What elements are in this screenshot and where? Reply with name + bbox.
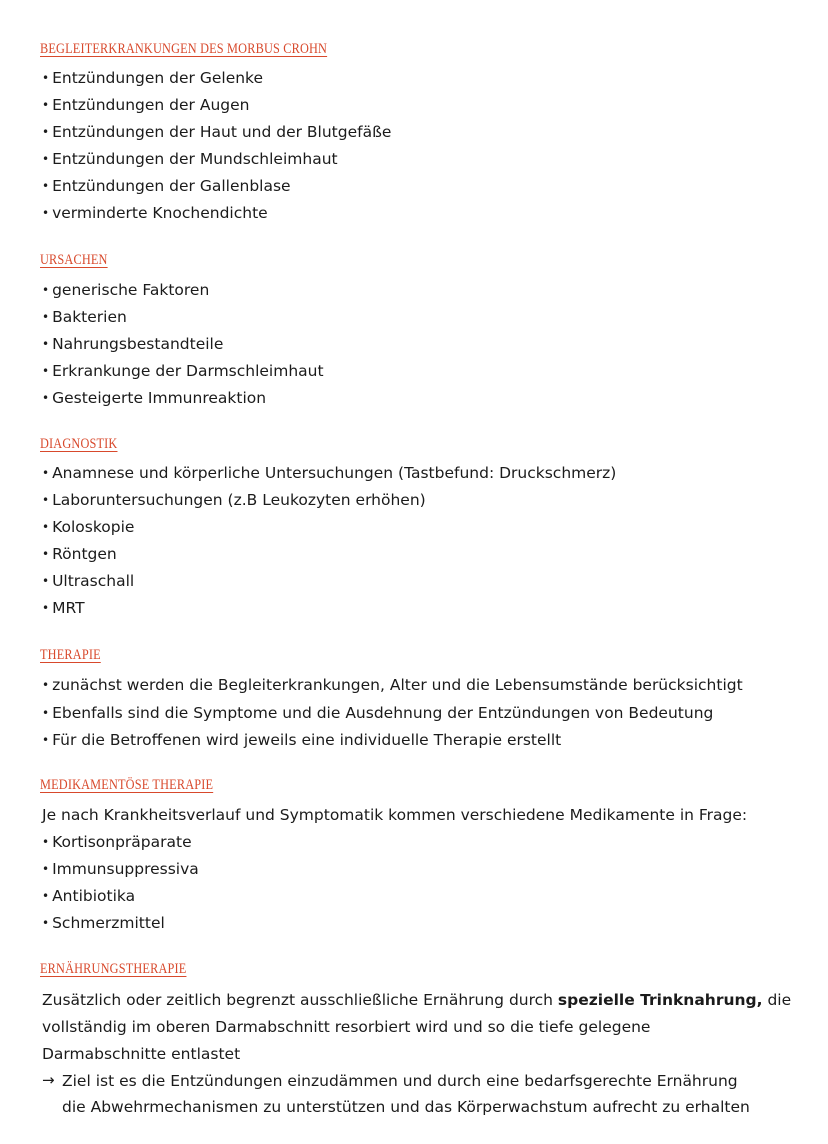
list-item: • Ultraschall bbox=[42, 571, 134, 592]
list-item: • verminderte Knochendichte bbox=[42, 203, 268, 224]
arrow-line: Ziel ist es die Entzündungen einzudämmen und durch eine bedarfsgerechte Ernährung bbox=[62, 1072, 738, 1090]
heading-ernaehrungstherapie: ERNÄHRUNGSTHERAPIE bbox=[40, 961, 187, 977]
list-item: • Erkrankunge der Darmschleimhaut bbox=[42, 361, 324, 382]
paragraph-line: Darmabschnitte entlastet bbox=[42, 1045, 241, 1063]
list-item: • Für die Betroffenen wird jeweils eine individuelle Therapie erstellt bbox=[42, 730, 561, 751]
arrow-line: die Abwehrmechanismen zu unterstützen und das Körperwachstum aufrecht zu erhalten bbox=[62, 1098, 750, 1116]
paragraph-text: die bbox=[762, 991, 792, 1009]
list-item: • Bakterien bbox=[42, 307, 127, 328]
list-item: • Antibiotika bbox=[42, 886, 135, 907]
arrow-right-icon: → bbox=[42, 1071, 55, 1089]
paragraph-text: Zusätzlich oder zeitlich begrenzt ausschließliche Ernährung durch bbox=[42, 991, 558, 1009]
list-item: • generische Faktoren bbox=[42, 280, 209, 301]
list-item: • Entzündungen der Haut und der Blutgefäße bbox=[42, 122, 391, 143]
list-item: • Nahrungsbestandteile bbox=[42, 334, 223, 355]
paragraph-intro: Je nach Krankheitsverlauf und Symptomatik kommen verschiedene Medikamente in Frage: bbox=[42, 806, 748, 824]
heading-begleiterkrankungen: BEGLEITERKRANKUNGEN DES MORBUS CROHN bbox=[40, 41, 328, 57]
list-item: • Entzündungen der Augen bbox=[42, 95, 249, 116]
list-item: • Entzündungen der Gallenblase bbox=[42, 176, 291, 197]
heading-ursachen: URSACHEN bbox=[40, 252, 108, 268]
heading-medikamentoese-therapie: MEDIKAMENTÖSE THERAPIE bbox=[40, 777, 214, 793]
list-item: • Immunsuppressiva bbox=[42, 859, 199, 880]
list-item: • Gesteigerte Immunreaktion bbox=[42, 388, 266, 409]
heading-diagnostik: DIAGNOSTIK bbox=[40, 436, 118, 452]
list-item: • Schmerzmittel bbox=[42, 913, 165, 934]
list-item: • Anamnese und körperliche Untersuchungen (Tastbefund: Druckschmerz) bbox=[42, 463, 616, 484]
list-item: • Laboruntersuchungen (z.B Leukozyten erhöhen) bbox=[42, 490, 426, 511]
list-item: • Ebenfalls sind die Symptome und die Ausdehnung der Entzündungen von Bedeutung bbox=[42, 703, 713, 724]
list-item: • Kortisonpräparate bbox=[42, 832, 192, 853]
list-item: • zunächst werden die Begleiterkrankungen, Alter und die Lebensumstände berücksichtigt bbox=[42, 675, 743, 696]
heading-therapie: THERAPIE bbox=[40, 647, 101, 663]
paragraph-line: vollständig im oberen Darmabschnitt resorbiert wird und so die tiefe gelegene bbox=[42, 1018, 651, 1036]
bold-term: spezielle Trinknahrung, bbox=[557, 991, 763, 1009]
list-item: • Entzündungen der Gelenke bbox=[42, 68, 263, 89]
paragraph-line bbox=[42, 990, 791, 1010]
list-item: • Entzündungen der Mundschleimhaut bbox=[42, 149, 338, 170]
list-item: • MRT bbox=[42, 598, 85, 619]
list-item: • Röntgen bbox=[42, 544, 117, 565]
list-item: • Koloskopie bbox=[42, 517, 134, 538]
